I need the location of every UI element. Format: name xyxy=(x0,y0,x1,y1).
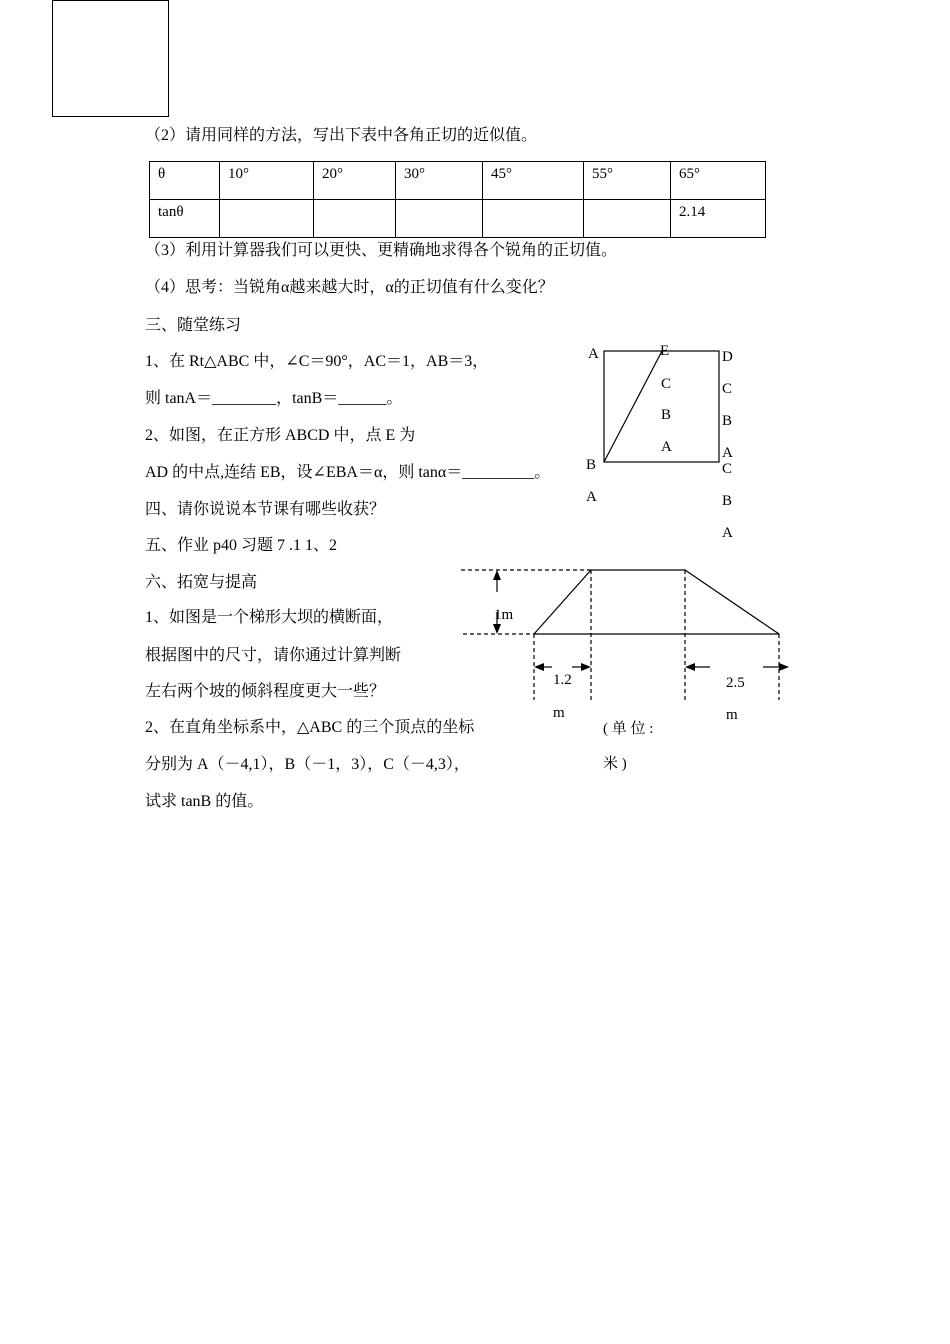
dam-right-width-number: 2.5 xyxy=(726,675,745,691)
extension-1-line-3: 左右两个坡的倾斜程度更大一些？ xyxy=(145,683,386,700)
extension-1-line-1: 1、如图是一个梯形大坝的横断面， xyxy=(145,609,394,626)
table-cell: 20° xyxy=(314,162,396,200)
q2-intro: （2）请用同样的方法，写出下表中各角正切的近似值。 xyxy=(145,127,538,144)
section-4-title: 四、请你说说本节课有哪些收获？ xyxy=(145,501,386,518)
extension-2-line-2: 分别为 A（－4,1），B（－1，3），C（－4,3）， xyxy=(145,756,470,773)
arrowhead-left-2 xyxy=(685,663,695,671)
label-b-right: B xyxy=(722,413,733,429)
label-e: E xyxy=(660,343,670,359)
table-cell: 10° xyxy=(220,162,314,200)
section-3-title: 三、随堂练习 xyxy=(145,317,242,334)
table-cell: 45° xyxy=(483,162,584,200)
table-cell: 2.14 xyxy=(671,200,766,238)
dam-height-label: 1m xyxy=(494,607,514,623)
dam-outline xyxy=(534,570,779,634)
label-b-lower-right: B xyxy=(722,493,733,509)
table-cell: 65° xyxy=(671,162,766,200)
practice-1-line-1: 1、在 Rt△ABC 中，∠C＝90°，AC＝1，AB＝3， xyxy=(145,353,489,370)
label-a-lower-right: A xyxy=(722,525,733,541)
dam-unit-note-line-2: 米 ) xyxy=(603,756,627,772)
label-a-right: A xyxy=(722,445,733,461)
arrowhead-left-1 xyxy=(534,663,544,671)
label-b-bottom-left: B xyxy=(586,457,597,473)
table-cell: θ xyxy=(150,162,220,200)
label-a-top-left: A xyxy=(588,346,599,362)
dam-unit-note-line-1: ( 单 位 : xyxy=(603,721,654,737)
arrowhead-up xyxy=(493,570,501,580)
label-a-bottom-left: A xyxy=(586,489,597,505)
dam-right-width-unit: m xyxy=(726,707,738,723)
label-c-lower-right: C xyxy=(722,461,733,477)
label-c-mid: C xyxy=(661,376,672,392)
label-d: D xyxy=(722,349,733,365)
extension-2-line-1: 2、在直角坐标系中，△ABC 的三个顶点的坐标 xyxy=(145,719,475,736)
practice-2-line-1: 2、如图，在正方形 ABCD 中，点 E 为 xyxy=(145,427,416,444)
label-a-mid: A xyxy=(661,439,672,455)
q3-text: （3）利用计算器我们可以更快、更精确地求得各个锐角的正切值。 xyxy=(145,242,618,259)
arrowhead-right-2 xyxy=(779,663,789,671)
extension-1-line-2: 根据图中的尺寸，请你通过计算判断 xyxy=(145,647,402,664)
dam-left-width-unit: m xyxy=(553,705,565,721)
table-cell: tanθ xyxy=(150,200,220,238)
extension-2-line-3: 试求 tanB 的值。 xyxy=(145,793,264,810)
practice-1-line-2: 则 tanA＝________，tanB＝______。 xyxy=(145,390,403,407)
q4-text: （4）思考：当锐角α越来越大时，α的正切值有什么变化？ xyxy=(145,279,554,296)
table-cell: 55° xyxy=(584,162,671,200)
label-b-mid: B xyxy=(661,407,672,423)
section-6-title: 六、拓宽与提高 xyxy=(145,574,258,591)
dam-left-width-number: 1.2 xyxy=(553,672,572,688)
practice-2-line-2: AD 的中点,连结 EB，设∠EBA＝α，则 tanα＝_________。 xyxy=(145,464,551,481)
table-cell: 30° xyxy=(396,162,483,200)
arrowhead-right-1 xyxy=(581,663,591,671)
arrowhead-down xyxy=(493,624,501,634)
section-5-title: 五、作业 p40 习题 7 .1 1、2 xyxy=(145,537,338,554)
label-c-right: C xyxy=(722,381,733,397)
